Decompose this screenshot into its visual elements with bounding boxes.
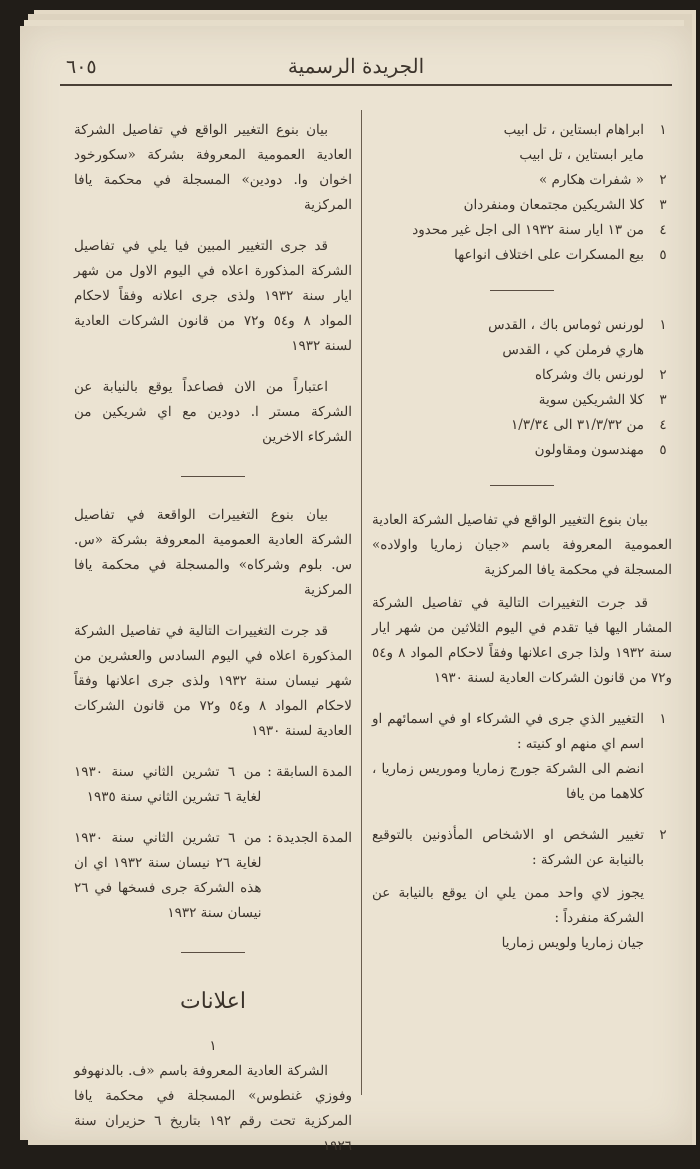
entry-item: ٢ « شفرات هكارم » <box>538 172 667 188</box>
section-rule <box>181 476 245 477</box>
notice-extra: اعتباراً من الان فصاعداً يوقع بالنيابة عن الشركة مستر ا. دودين مع اي شريكين من الشركاء الاخرين <box>74 379 352 445</box>
entry-item: ٥ مهندسون ومقاولون <box>534 442 667 458</box>
company-entries-2 <box>372 313 672 463</box>
entry-item: ١ لورنس ثوماس باك ، القدس هاري فرملن كي ، القدس <box>488 317 667 358</box>
change-item-title: التغيير الذي جرى في الشركاء او في اسمائهم او اسم اي منهم او كنيته : <box>372 711 644 752</box>
entry-item: ٤ من ١٣ ايار سنة ١٩٣٢ الى اجل غير محدود <box>412 222 667 238</box>
change-item-2: ٢ تغيير الشخص او الاشخاص المأذونين بالتوقيع بالنيابة عن الشركة : يجوز لاي واحد ممن يلي ان يوقع بالنيابة عن الشركة منفرداً : جيان زماريا ولويس زماريا <box>372 823 672 956</box>
entry-item: ٣ كلا الشريكين مجتمعان ومنفردان <box>463 197 667 213</box>
change-item-body: يجوز لاي واحد ممن يلي ان يوقع بالنيابة عن الشركة منفرداً : <box>372 885 644 926</box>
period-value: من ٦ تشرين الثاني سنة ١٩٣٠ لغاية ٦ تشرين الثاني سنة ١٩٣٥ <box>74 764 262 805</box>
header-rule <box>60 84 672 86</box>
change-item-title: تغيير الشخص او الاشخاص المأذونين بالتوقيع بالنيابة عن الشركة : <box>372 827 644 868</box>
section-rule <box>181 952 245 953</box>
left-column <box>74 118 352 1159</box>
page-number: ٦٠٥ <box>66 56 97 78</box>
new-period <box>74 826 352 926</box>
entry-item: ٢ لورنس باك وشركاه <box>534 367 667 383</box>
signatory-names: جيان زماريا ولويس زماريا <box>501 935 644 951</box>
entry-item: ٣ كلا الشريكين سوية <box>538 392 667 408</box>
gazette-page <box>20 26 692 1154</box>
entry-item: ٥ بيع المسكرات على اختلاف انواعها <box>454 247 667 263</box>
period-value: من ٦ تشرين الثاني سنة ١٩٣٠ لغاية ٢٦ نيسان سنة ١٩٣٢ اي ان هذه الشركة جرى فسخها في ٢٦ نيسان سنة ١٩٣٢ <box>74 830 262 921</box>
right-column <box>372 118 672 956</box>
gazette-title: الجريدة الرسمية <box>287 54 425 78</box>
period-label: المدة الجديدة : <box>267 830 352 846</box>
notice-title: بيان بنوع التغييرات الواقعة في تفاصيل الشركة العادية العمومية المعروفة بشركة «س. س. بلوم وشركاه» والمسجلة في محكمة يافا المركزية <box>74 507 352 598</box>
notice-body: قد جرت التغييرات التالية في تفاصيل الشركة المذكورة اعلاه في اليوم السادس والعشرين من شهر نيسان سنة ١٩٣٢ ولذى جرى اعلانها وفقاً لاحكام المواد ٨ و٥٤ و٧٢ من قانون الشركات العادية لسنة ١٩٣٠ <box>74 623 353 739</box>
section-rule <box>490 290 554 291</box>
change-item-1: ١ التغيير الذي جرى في الشركاء او في اسمائهم او اسم اي منهم او كنيته : انضم الى الشركة جورج زماريا وموريس زماريا ، كلاهما من يافا <box>372 707 672 807</box>
notice-body: قد جرى التغيير المبين فيا يلي في تفاصيل الشركة المذكورة اعلاه في اليوم الاول من شهر ايار سنة ١٩٣٢ ولذى جرى اعلانه وفقاً لاحكام المواد ٨ و٥٤ و٧٢ من قانون الشركات العادية لسنة ١٩٣٢ <box>74 238 352 354</box>
section-rule <box>490 485 554 486</box>
ads-heading: اعلانات <box>180 989 246 1014</box>
change-item-body: انضم الى الشركة جورج زماريا وموريس زماريا ، كلاهما من يافا <box>372 761 644 802</box>
notice-title: بيان بنوع التغيير الواقع في تفاصيل الشركة العادية العمومية المعروفة باسم «جيان زماريا واولاده» المسجلة في محكمة يافا المركزية <box>372 512 672 578</box>
entry-item: ١ ابراهام ابستاين ، تل ابيب ماير ابستاين ، تل ابيب <box>503 122 667 163</box>
notice-intro: قد جرت التغييرات التالية في تفاصيل الشركة المشار اليها فيا تقدم في اليوم الثلاثين من شهر ايار سنة ١٩٣٢ ولذا جرى اعلانها وفقاً لاحكام المواد ٨ و٥٤ و٧٢ من قانون الشركات العادية لسنة ١٩٣٠ <box>372 595 672 686</box>
ad-number: ١ <box>209 1038 217 1054</box>
notice-title: بيان بنوع التغيير الواقع في تفاصيل الشركة العادية العمومية المعروفة بشركة «سكورخود اخوان وا. دودين» المسجلة في محكمة يافا المركزية <box>74 122 352 213</box>
ad-text: الشركة العادية المعروفة باسم «ف. بالدنهوفو وفوزي غنطوس» المسجلة في محكمة يافا المركزية تحت رقم ١٩٢ بتاريخ ٦ حزيران سنة ١٩٢٦ <box>74 1063 352 1154</box>
period-label: المدة السابقة : <box>267 764 352 780</box>
old-period <box>74 760 352 810</box>
entry-item: ٤ من ٣١/٣/٣٢ الى ١/٣/٣٤ <box>511 417 667 433</box>
column-divider <box>361 110 362 1095</box>
company-entries-1 <box>372 118 672 268</box>
